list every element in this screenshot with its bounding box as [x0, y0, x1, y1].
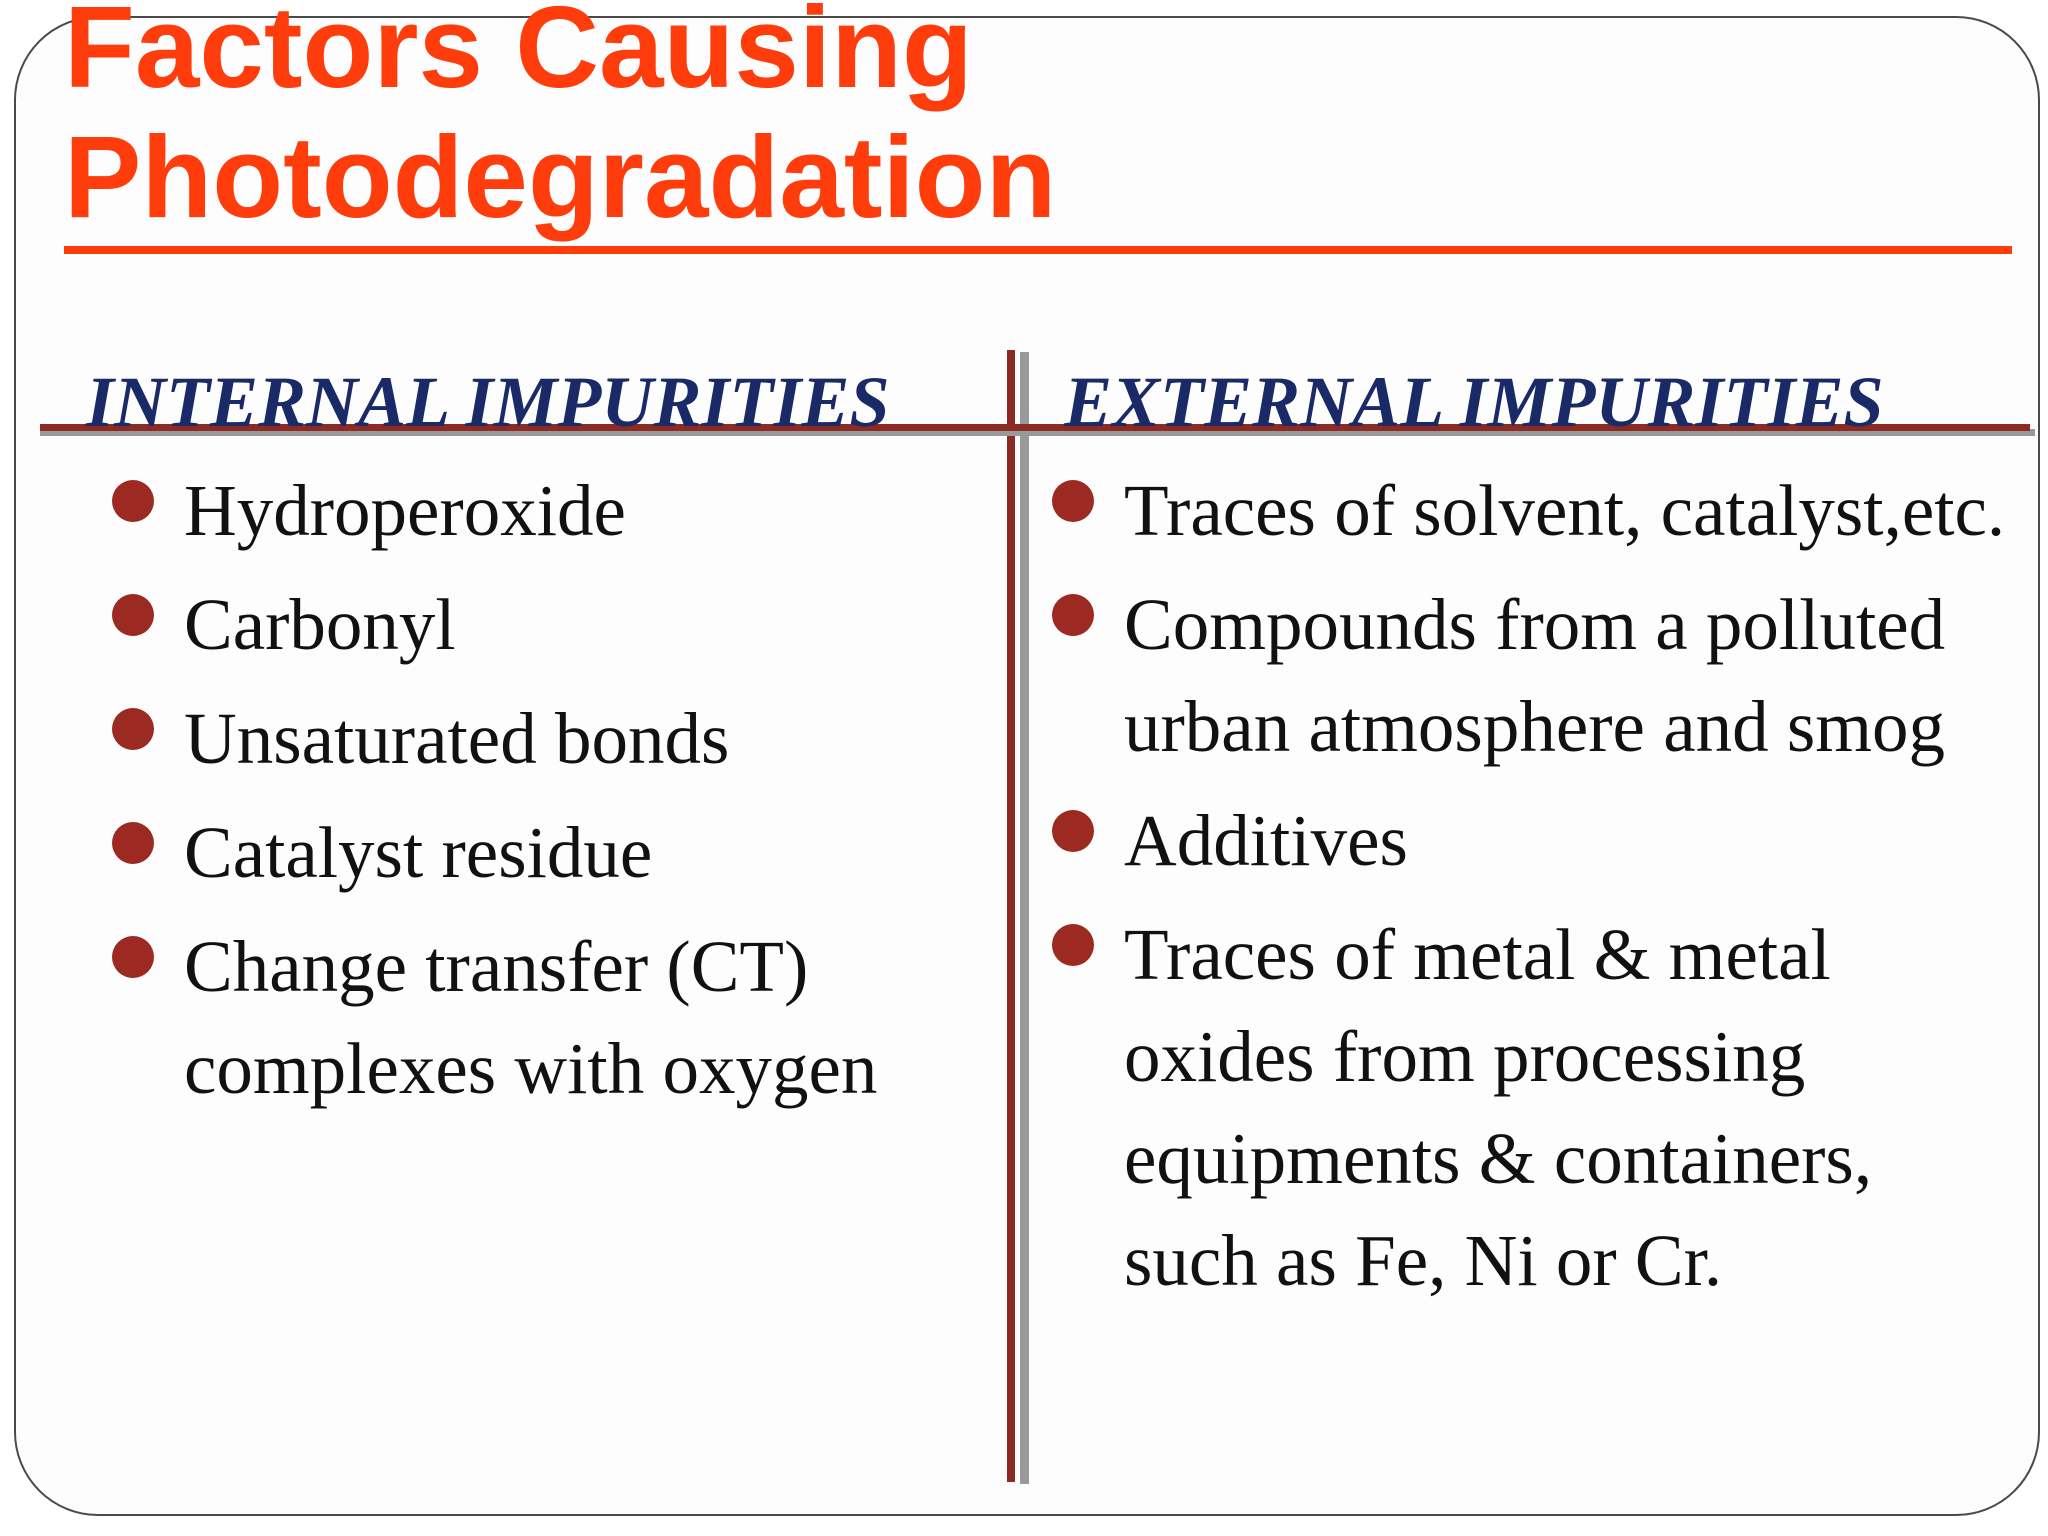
title-line-2: Photodegradation [64, 112, 1057, 242]
list-item [1050, 460, 2010, 562]
list-item [110, 916, 990, 1120]
list-item-text: Traces of metal & metal oxides from processing equipments & containers, such as Fe, Ni or Cr. [1124, 914, 1873, 1301]
bullet-icon [1052, 924, 1094, 966]
title-line-1: Factors Causing [64, 0, 973, 112]
title-underline [64, 246, 2012, 254]
list-item [110, 574, 990, 676]
bullet-icon [112, 708, 154, 750]
list-item [1050, 904, 2010, 1312]
list-item-text: Additives [1124, 800, 1408, 881]
list-item-text: Carbonyl [184, 584, 456, 665]
list-item-text: Unsaturated bonds [184, 698, 730, 779]
slide-title [64, 0, 1056, 242]
list-item [110, 802, 990, 904]
bullet-icon [112, 480, 154, 522]
list-item [1050, 790, 2010, 892]
bullet-icon [1052, 480, 1094, 522]
internal-impurities-heading: INTERNAL IMPURITIES [86, 362, 890, 442]
external-impurities-heading: EXTERNAL IMPURITIES [1064, 362, 1884, 442]
bullet-icon [112, 936, 154, 978]
list-item-text: Hydroperoxide [184, 470, 626, 551]
list-item-text: Compounds from a polluted urban atmosphere and smog [1124, 584, 1946, 767]
external-impurities-list [1050, 460, 2010, 1324]
list-item [110, 688, 990, 790]
bullet-icon [112, 822, 154, 864]
list-item-text: Change transfer (CT) complexes with oxygen [184, 926, 878, 1109]
column-divider-shadow [1020, 352, 1029, 1484]
column-divider [1007, 350, 1015, 1482]
list-item-text: Catalyst residue [184, 812, 653, 893]
internal-impurities-list [110, 460, 990, 1132]
bullet-icon [1052, 810, 1094, 852]
list-item-text: Traces of solvent, catalyst,etc. [1124, 470, 2006, 551]
list-item [110, 460, 990, 562]
bullet-icon [112, 594, 154, 636]
bullet-icon [1052, 594, 1094, 636]
list-item [1050, 574, 2010, 778]
